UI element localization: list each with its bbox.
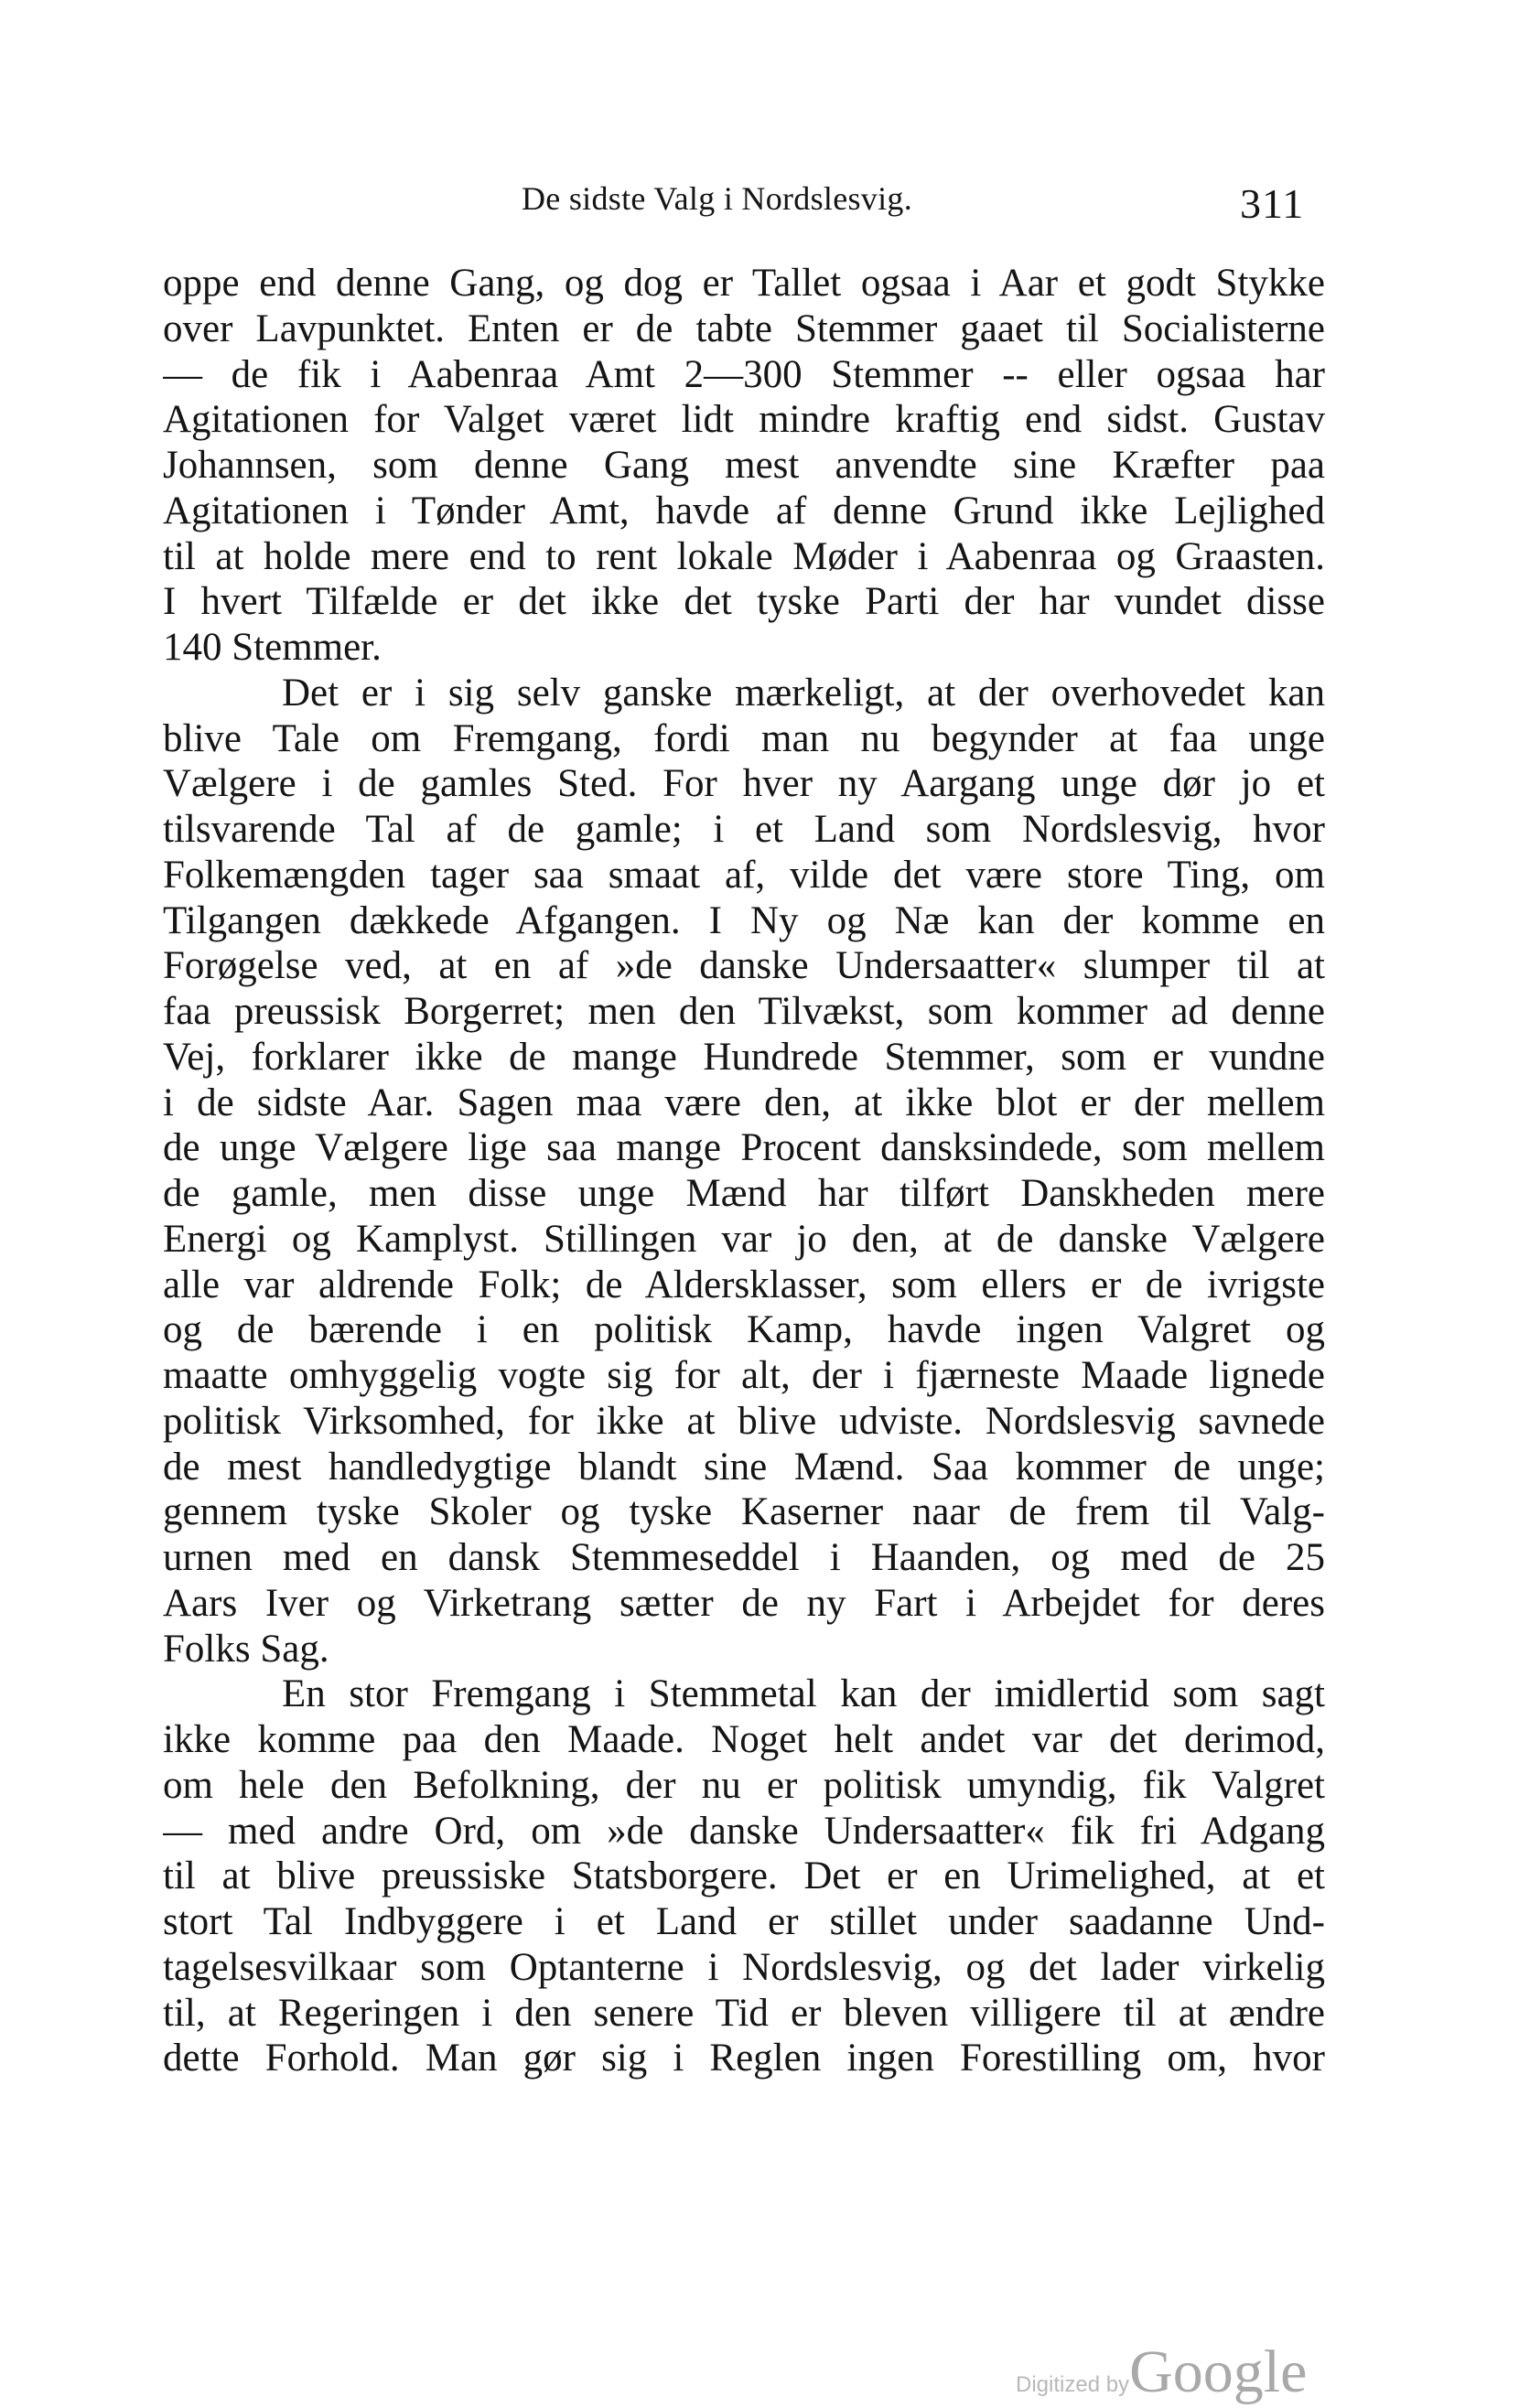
running-header-title: De sidste Valg i Nordslesvig. bbox=[522, 180, 913, 217]
text-line: urnen med en dansk Stemmeseddel i Haanden, og med de 25 bbox=[163, 1536, 1325, 1579]
text-line: faa preussisk Borgerret; men den Tilvækst, som kommer ad denne bbox=[163, 990, 1325, 1033]
text-line: i de sidste Aar. Sagen maa være den, at ikke blot er der mellem bbox=[163, 1080, 1325, 1124]
text-line: Johannsen, som denne Gang mest anvendte sine Kræfter paa bbox=[163, 444, 1325, 487]
text-line: Agitationen for Valget været lidt mindre kraftig end sidst. Gustav bbox=[163, 398, 1325, 442]
text-line: Det er i sig selv ganske mærkeligt, at der overhovedet kan bbox=[282, 671, 1325, 715]
text-line: Tilgangen dækkede Afgangen. I Ny og Næ kan der komme en bbox=[163, 898, 1325, 942]
text-line: over Lavpunktet. Enten er de tabte Stemmer gaaet til Socialisterne bbox=[163, 306, 1325, 350]
text-line: Aars Iver og Virketrang sætter de ny Fart i Arbejdet for deres bbox=[163, 1581, 1325, 1625]
text-line: Vælgere i de gamles Sted. For hver ny Aargang unge dør jo et bbox=[163, 762, 1325, 806]
text-line: de gamle, men disse unge Mænd har tilført Danskheden mere bbox=[163, 1172, 1325, 1215]
text-line: politisk Virksomhed, for ikke at blive udviste. Nordslesvig savnede bbox=[163, 1399, 1325, 1443]
digitized-by-google-watermark bbox=[1016, 2338, 1308, 2405]
text-line: ikke komme paa den Maade. Noget helt andet var det derimod, bbox=[163, 1718, 1325, 1761]
text-line: Forøgelse ved, at en af »de danske Undersaatter« slumper til at bbox=[163, 944, 1325, 988]
text-line: dette Forhold. Man gør sig i Reglen ingen Forestilling om, hvor bbox=[163, 2037, 1325, 2080]
text-line: maatte omhyggelig vogte sig for alt, der i fjærneste Maade lignede bbox=[163, 1354, 1325, 1397]
body-text bbox=[163, 261, 1325, 2081]
text-line: tilsvarende Tal af de gamle; i et Land som Nordslesvig, hvor bbox=[163, 808, 1325, 851]
page-number: 311 bbox=[1240, 180, 1305, 227]
text-line: Agitationen i Tønder Amt, havde af denne Grund ikke Lejlighed bbox=[163, 489, 1325, 532]
watermark-caption: Digitized by bbox=[1016, 2372, 1130, 2397]
text-line: til, at Regeringen i den senere Tid er bleven villigere til at ændre bbox=[163, 1991, 1325, 2035]
text-line: — med andre Ord, om »de danske Undersaatter« fik fri Adgang bbox=[163, 1809, 1325, 1853]
text-line: de unge Vælgere lige saa mange Procent dansksindede, som mellem bbox=[163, 1126, 1325, 1170]
text-line: — de fik i Aabenraa Amt 2—300 Stemmer -- eller ogsaa har bbox=[163, 352, 1325, 396]
text-line: til at holde mere end to rent lokale Møder i Aabenraa og Graasten. bbox=[163, 534, 1325, 578]
paragraph bbox=[163, 261, 1325, 671]
text-line: de mest handledygtige blandt sine Mænd. Saa kommer de unge; bbox=[163, 1445, 1325, 1489]
text-line: om hele den Befolkning, der nu er politisk umyndig, fik Valgret bbox=[163, 1763, 1325, 1807]
text-line: Folkemængden tager saa smaat af, vilde det være store Ting, om bbox=[163, 853, 1325, 897]
text-line: 140 Stemmer. bbox=[163, 626, 382, 669]
text-line: alle var aldrende Folk; de Aldersklasser, som ellers er de ivrigste bbox=[163, 1263, 1325, 1306]
text-line: Vej, forklarer ikke de mange Hundrede Stemmer, som er vundne bbox=[163, 1035, 1325, 1079]
text-line: Energi og Kamplyst. Stillingen var jo den, at de danske Vælgere bbox=[163, 1217, 1325, 1261]
text-line: og de bærende i en politisk Kamp, havde ingen Valgret og bbox=[163, 1308, 1325, 1352]
text-line: til at blive preussiske Statsborgere. Det er en Urimelighed, at et bbox=[163, 1854, 1325, 1898]
text-line: Folks Sag. bbox=[163, 1627, 329, 1671]
paragraph bbox=[163, 1672, 1325, 2081]
text-line: oppe end denne Gang, og dog er Tallet ogsaa i Aar et godt Stykke bbox=[163, 262, 1325, 305]
text-line: stort Tal Indbyggere i et Land er stillet under saadanne Und- bbox=[163, 1900, 1325, 1943]
text-line: I hvert Tilfælde er det ikke det tyske Parti der har vundet disse bbox=[163, 580, 1325, 624]
text-line: En stor Fremgang i Stemmetal kan der imidlertid som sagt bbox=[282, 1672, 1325, 1716]
google-logo: Google bbox=[1129, 2338, 1308, 2405]
text-line: tagelsesvilkaar som Optanterne i Nordslesvig, og det lader virkelig bbox=[163, 1945, 1325, 1989]
text-line: gennem tyske Skoler og tyske Kaserner naar de frem til Valg- bbox=[163, 1490, 1325, 1534]
paragraph bbox=[163, 671, 1325, 1672]
text-line: blive Tale om Fremgang, fordi man nu begynder at faa unge bbox=[163, 716, 1325, 760]
